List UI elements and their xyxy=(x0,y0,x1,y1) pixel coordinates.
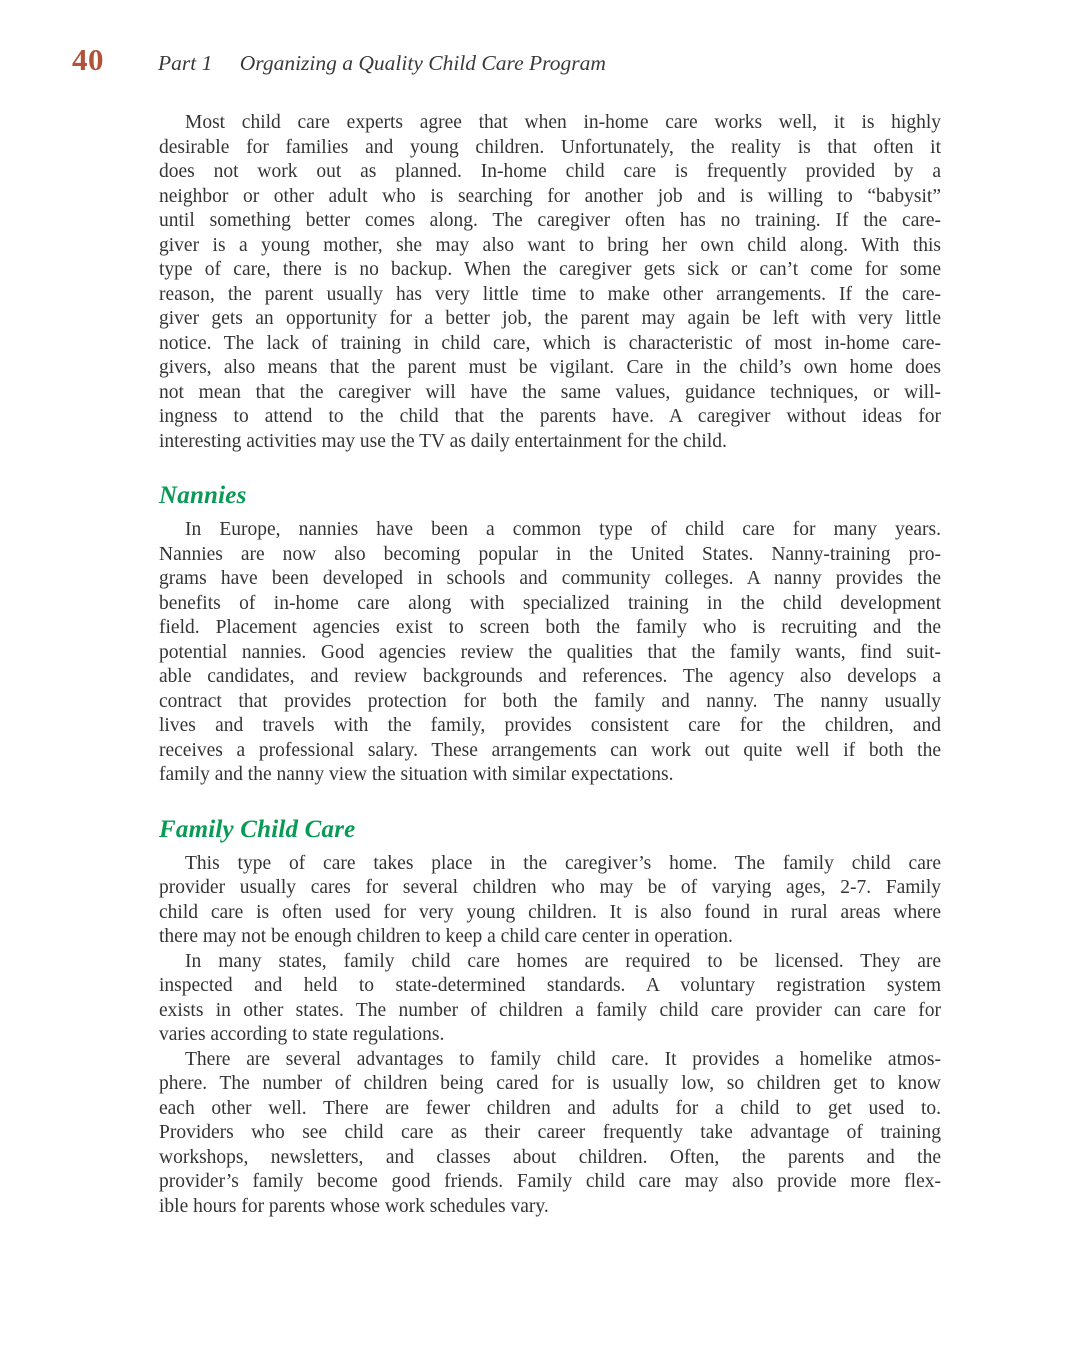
header-part-title: Organizing a Quality Child Care Program xyxy=(239,51,606,75)
text-line: ingness to attend to the child that the parents have. A caregiver without ideas for xyxy=(159,406,941,427)
text-line: notice. The lack of training in child care, which is characteristic of most in-home care- xyxy=(159,332,941,354)
page-body xyxy=(159,111,941,1219)
text-line: phere. The number of children being cared for is usually low, so children get to know xyxy=(159,1073,941,1094)
paragraph xyxy=(159,111,941,454)
text-line: giver is a young mother, she may also want to bring her own child along. With this xyxy=(159,234,941,256)
text-line: potential nannies. Good agencies review the qualities that the family wants, find suit- xyxy=(159,641,941,663)
text-line: does not work out as planned. In-home child care is frequently provided by a xyxy=(159,161,941,182)
paragraph xyxy=(159,518,941,788)
text-line: contract that provides protection for both the family and nanny. The nanny usually xyxy=(159,690,941,712)
text-line: child care is often used for very young children. It is also found in rural areas where xyxy=(159,901,941,923)
text-line: reason, the parent usually has very little time to make other arrangements. If the care- xyxy=(159,283,941,305)
header-part-label: Part 1 xyxy=(158,51,213,75)
text-line: This type of care takes place in the caregiver’s home. The family child care xyxy=(185,852,941,874)
text-line: lives and travels with the family, provides consistent care for the children, and xyxy=(159,715,941,736)
text-line: each other well. There are fewer children and adults for a child to get used to. xyxy=(159,1097,941,1119)
text-line: exists in other states. The number of children a family child care provider can care for xyxy=(159,999,941,1021)
text-line: type of care, there is no backup. When the caregiver gets sick or can’t come for some xyxy=(159,259,941,280)
text-line: interesting activities may use the TV as daily entertainment for the child. xyxy=(159,430,727,452)
text-line: provider’s family become good friends. Family child care may also provide more flex- xyxy=(159,1171,941,1192)
text-line: neighbor or other adult who is searching for another job and is willing to “babysit” xyxy=(159,185,941,207)
text-line: desirable for families and young children. Unfortunately, the reality is that often it xyxy=(159,136,941,158)
page-number: 40 xyxy=(72,42,104,77)
text-line: inspected and held to state-determined standards. A voluntary registration system xyxy=(159,975,941,996)
section-heading: Nannies xyxy=(159,482,247,509)
text-line: givers, also means that the parent must be vigilant. Care in the child’s own home does xyxy=(159,357,941,378)
text-line: Nannies are now also becoming popular in the United States. Nanny-training pro- xyxy=(159,543,941,565)
text-line: family and the nanny view the situation with similar expectations. xyxy=(159,764,674,785)
text-line: Most child care experts agree that when in-home care works well, it is highly xyxy=(185,112,941,133)
section-heading: Family Child Care xyxy=(159,815,356,843)
running-header xyxy=(72,42,988,78)
text-line: benefits of in-home care along with specialized training in the child development xyxy=(159,592,941,614)
text-line: workshops, newsletters, and classes about children. Often, the parents and the xyxy=(159,1146,941,1168)
paragraph xyxy=(159,950,941,1048)
text-line: until something better comes along. The caregiver often has no training. If the care- xyxy=(159,210,941,231)
text-line: ible hours for parents whose work schedules vary. xyxy=(159,1195,549,1217)
text-line: varies according to state regulations. xyxy=(159,1024,445,1045)
text-line: provider usually cares for several children who may be of varying ages, 2-7. Family xyxy=(159,877,941,898)
text-line: giver gets an opportunity for a better job, the parent may again be left with very little xyxy=(159,308,941,329)
paragraph xyxy=(159,1048,941,1220)
text-line: there may not be enough children to keep a child care center in operation. xyxy=(159,926,733,947)
chapter-header xyxy=(158,51,606,76)
text-line: In many states, family child care homes are required to be licensed. They are xyxy=(185,950,941,972)
text-line: receives a professional salary. These arrangements can work out quite well if both the xyxy=(159,739,941,761)
text-line: not mean that the caregiver will have the same values, guidance techniques, or will- xyxy=(159,381,941,403)
text-line: grams have been developed in schools and community colleges. A nanny provides the xyxy=(159,568,941,589)
text-line: field. Placement agencies exist to screen both the family who is recruiting and the xyxy=(159,617,941,638)
text-line: In Europe, nannies have been a common type of child care for many years. xyxy=(185,519,941,540)
text-line: Providers who see child care as their career frequently take advantage of training xyxy=(159,1122,941,1143)
paragraph xyxy=(159,852,941,950)
text-line: There are several advantages to family child care. It provides a homelike atmos- xyxy=(185,1048,941,1070)
text-line: able candidates, and review backgrounds and references. The agency also develops a xyxy=(159,666,941,687)
